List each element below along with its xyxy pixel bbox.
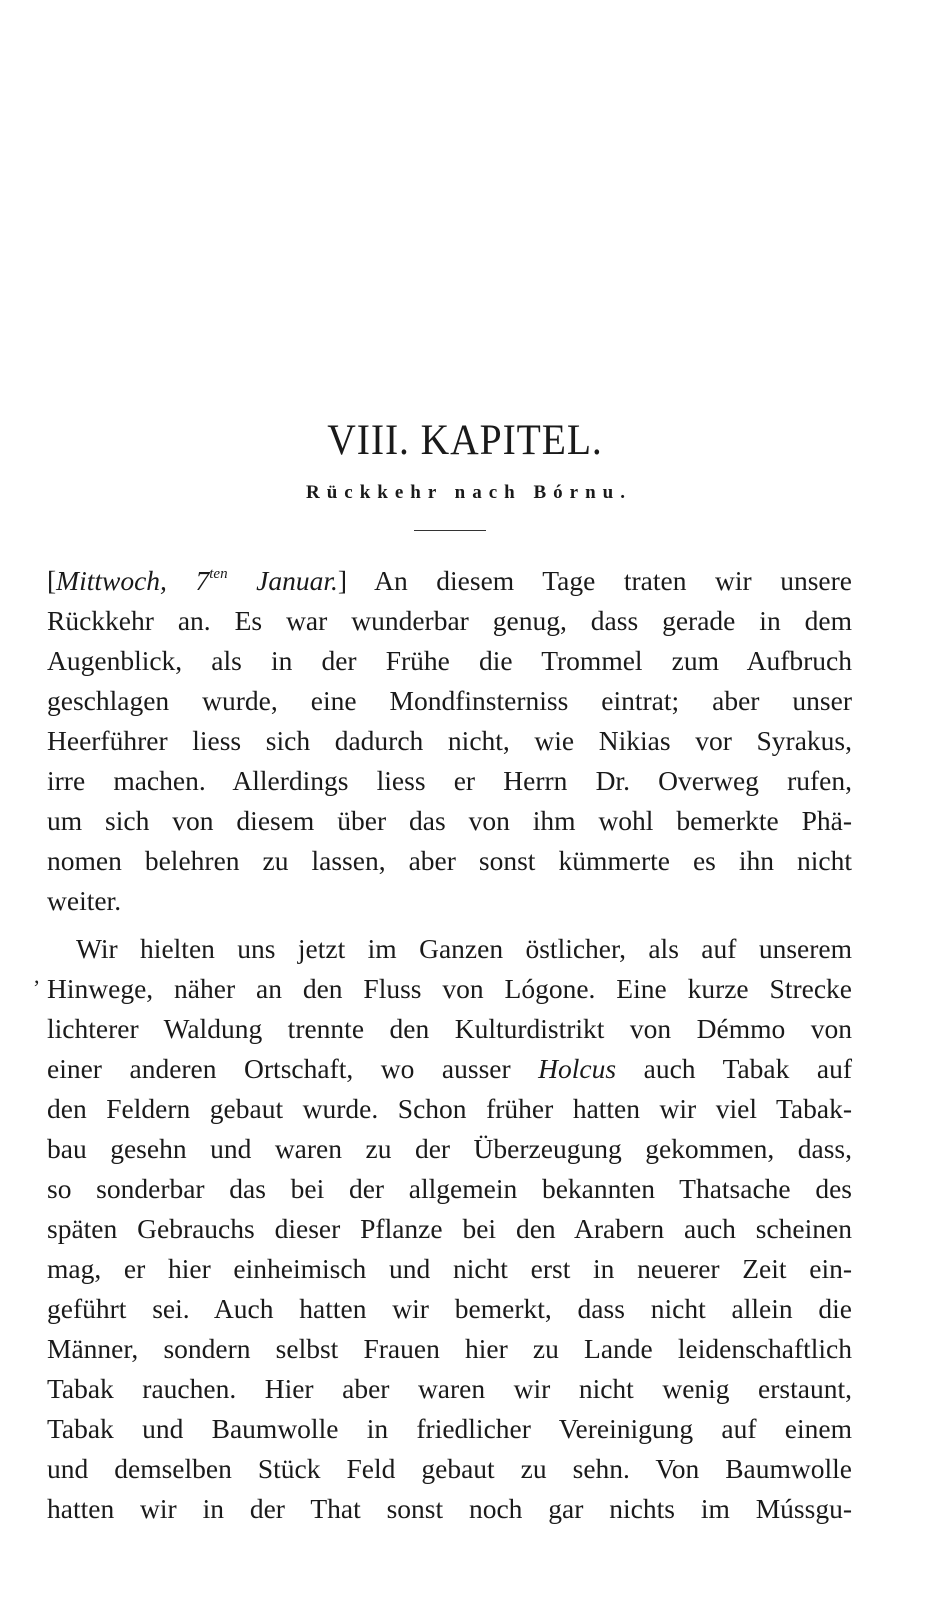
paragraph-1-line: nomen belehren zu lassen, aber sonst kümmerte es ihn nicht <box>47 845 852 876</box>
paragraph-2-line: Hinwege, näher an den Fluss von Lógone. Eine kurze Strecke <box>47 973 852 1004</box>
paragraph-1-line: weiter. <box>47 885 122 916</box>
section-divider <box>414 530 486 531</box>
paragraph-1-line: irre machen. Allerdings liess er Herrn Dr. Overweg rufen, <box>47 765 852 796</box>
paragraph-2-line: geführt sei. Auch hatten wir bemerkt, dass nicht allein die <box>47 1293 852 1324</box>
paragraph-2-line: Wir hielten uns jetzt im Ganzen östlicher, als auf unserem <box>76 933 852 964</box>
paragraph-2-line: Tabak rauchen. Hier aber waren wir nicht wenig erstaunt, <box>47 1373 852 1404</box>
date-day: Mittwoch, 7 <box>56 565 210 596</box>
paragraph-2-line: späten Gebrauchs dieser Pflanze bei den Arabern auch scheinen <box>47 1213 852 1244</box>
italic-term-holcus: Holcus <box>538 1053 617 1084</box>
paragraph-2-line: mag, er hier einheimisch und nicht erst in neuerer Zeit ein- <box>47 1253 852 1284</box>
paragraph-2-line: Tabak und Baumwolle in friedlicher Vereinigung auf einem <box>47 1413 852 1444</box>
paragraph-1-line: geschlagen wurde, eine Mondfinsterniss eintrat; aber unser <box>47 685 852 716</box>
body-text <box>47 561 852 1529</box>
paragraph-1-line: Rückkehr an. Es war wunderbar genug, dass gerade in dem <box>47 605 852 636</box>
paragraph-1-line-1-text: An diesem Tage traten wir unsere <box>347 565 852 596</box>
paragraph-2-line: bau gesehn und waren zu der Überzeugung gekommen, dass, <box>47 1133 852 1164</box>
paragraph-2-line: hatten wir in der That sonst noch gar nichts im Mússgu- <box>47 1493 852 1524</box>
paragraph-2-line: lichterer Waldung trennte den Kulturdistrikt von Démmo von <box>47 1013 852 1044</box>
paragraph-2-line-4-pre: einer anderen Ortschaft, wo ausser <box>47 1053 539 1084</box>
chapter-title: VIII. KAPITEL. <box>327 417 603 464</box>
paragraph-1-line-1 <box>47 561 852 601</box>
date-bracket-close: ] <box>337 565 348 596</box>
chapter-subtitle: Rückkehr nach Bórnu. <box>305 482 632 503</box>
paragraph-2-line: Männer, sondern selbst Frauen hier zu Lande leidenschaftlich <box>47 1333 852 1364</box>
paragraph-2-line: den Feldern gebaut wurde. Schon früher hatten wir viel Tabak- <box>47 1093 852 1124</box>
paragraph-2-line <box>47 1049 852 1089</box>
date-ordinal: ten <box>209 566 228 582</box>
paragraph-1-line: um sich von diesem über das von ihm wohl bemerkte Phä- <box>47 805 852 836</box>
paragraph-2-line-4-post: auch Tabak auf <box>616 1053 852 1084</box>
paragraph-1-line: Augenblick, als in der Frühe die Trommel zum Aufbruch <box>47 645 852 676</box>
paragraph-2-line: und demselben Stück Feld gebaut zu sehn. Von Baumwolle <box>47 1453 852 1484</box>
paragraph-2-line: so sonderbar das bei der allgemein bekannten Thatsache des <box>47 1173 852 1204</box>
paragraph-gap <box>47 921 852 929</box>
date-bracket-open: [ <box>47 565 57 596</box>
paragraph-1-line: Heerführer liess sich dadurch nicht, wie Nikias vor Syrakus, <box>47 725 852 756</box>
margin-mark: , <box>34 963 40 988</box>
date-month: Januar. <box>227 565 338 596</box>
